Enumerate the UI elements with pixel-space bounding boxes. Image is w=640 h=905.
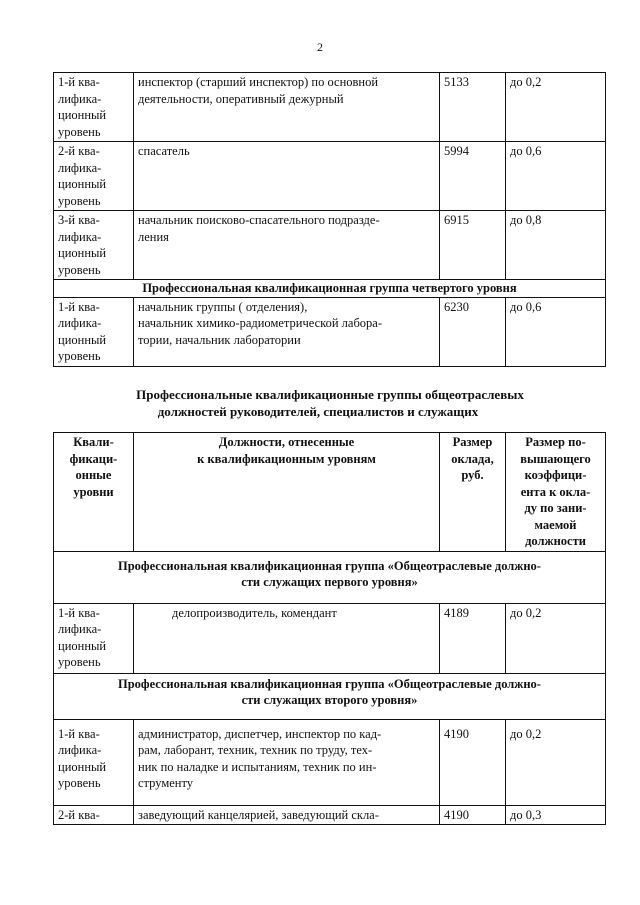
coef-cell: до 0,8 (506, 211, 606, 280)
table-row (54, 297, 606, 366)
coef-cell: до 0,6 (506, 142, 606, 211)
level-cell: 2-й ква- лифика- ционный уровень (54, 142, 134, 211)
table-row (54, 603, 606, 673)
table-row (54, 719, 606, 805)
positions-cell: заведующий канцелярией, заведующий скла- (134, 805, 440, 825)
header-row (54, 433, 606, 552)
group-title-1: Профессиональная квалификационная группа «Общеотраслевые должно- сти служащих первого уровня» (54, 551, 606, 603)
salary-cell: 4190 (440, 805, 506, 825)
header-salary: Размер оклада, руб. (440, 433, 506, 552)
header-positions: Должности, отнесенные к квалификационным уровням (134, 433, 440, 552)
positions-cell: делопроизводитель, комендант (134, 603, 440, 673)
coef-cell: до 0,2 (506, 719, 606, 805)
salary-cell: 4189 (440, 603, 506, 673)
header-level: Квали- фикаци- онные уровни (54, 433, 134, 552)
positions-cell: спасатель (134, 142, 440, 211)
level-cell: 2-й ква- (54, 805, 134, 825)
salary-cell: 4190 (440, 719, 506, 805)
level-cell: 1-й ква- лифика- ционный уровень (54, 719, 134, 805)
table-row (54, 211, 606, 280)
positions-cell: начальник поисково-спасательного подразде- ления (134, 211, 440, 280)
group-row (54, 551, 606, 603)
coef-cell: до 0,2 (506, 73, 606, 142)
section-heading-line-2: должностей руководителей, специалистов и служащих (157, 404, 479, 419)
positions-cell: инспектор (старший инспектор) по основной деятельности, оперативный дежурный (134, 73, 440, 142)
table-row (54, 73, 606, 142)
header-coef: Размер по- вышающего коэффици- ента к окла- ду по зани- маемой должности (506, 433, 606, 552)
table-row (54, 805, 606, 825)
group-title-level-4: Профессиональная квалификационная группа четвертого уровня (54, 280, 606, 298)
positions-cell: администратор, диспетчер, инспектор по кад- рам, лаборант, техник, техник по труду, тех- ник по наладке и испытаниям, техник по ин- струменту (134, 719, 440, 805)
positions-cell: начальник группы ( отделения), начальник химико-радиометрической лабора- тории, начальник лаборатории (134, 297, 440, 366)
group-title-2: Профессиональная квалификационная группа «Общеотраслевые должно- сти служащих второго уровня» (54, 673, 606, 719)
coef-cell: до 0,3 (506, 805, 606, 825)
salary-cell: 6230 (440, 297, 506, 366)
section-heading (70, 386, 590, 420)
group-row (54, 280, 606, 298)
salary-cell: 5133 (440, 73, 506, 142)
qualification-table-2 (53, 432, 606, 825)
salary-cell: 6915 (440, 211, 506, 280)
table-row (54, 142, 606, 211)
level-cell: 1-й ква- лифика- ционный уровень (54, 73, 134, 142)
coef-cell: до 0,2 (506, 603, 606, 673)
coef-cell: до 0,6 (506, 297, 606, 366)
salary-cell: 5994 (440, 142, 506, 211)
page-number: 2 (317, 40, 323, 54)
level-cell: 1-й ква- лифика- ционный уровень (54, 297, 134, 366)
level-cell: 1-й ква- лифика- ционный уровень (54, 603, 134, 673)
level-cell: 3-й ква- лифика- ционный уровень (54, 211, 134, 280)
qualification-table-1 (53, 72, 606, 367)
group-row (54, 673, 606, 719)
section-heading-line-1: Профессиональные квалификационные группы общеотраслевых (136, 387, 524, 402)
